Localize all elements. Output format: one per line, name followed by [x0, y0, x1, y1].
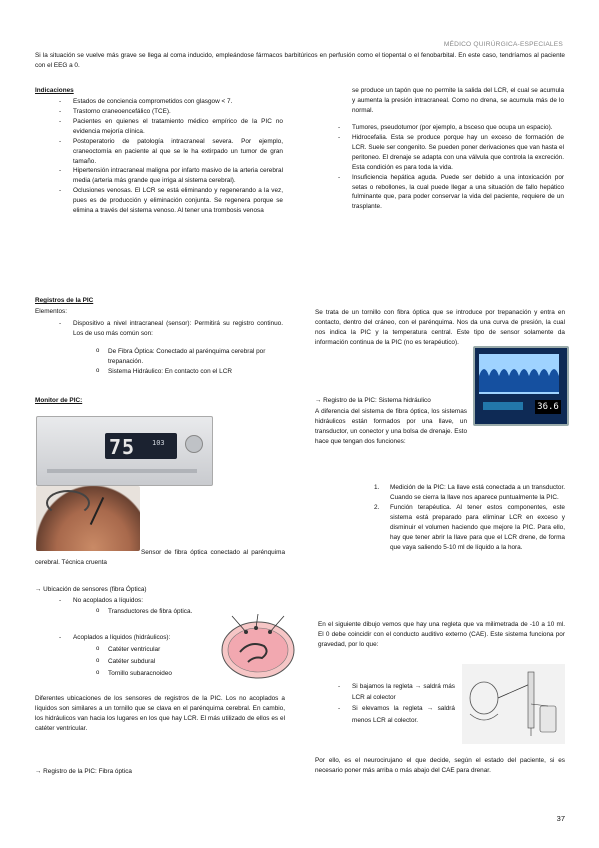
list-item: - Postoperatorio de patología intracraneal severa. Por ejemplo, craneoctomía en paciente al que se le ha extirpado un tumor de gran tamaño. — [59, 137, 283, 165]
tornillo-paragraph: Se trata de un tornillo con fibra óptica que se introduce por trepanación y entra en contacto, dentro del cráneo, con el parénquima. Nos da una curva de presión, la cual nos indica la PIC y la temperatura central. Este tipo de sensor solamente da información continua de la PIC (no es terapéutico). — [315, 309, 565, 346]
list-item: 2. Función terapéutica. Al tener estos componentes, este sistema está preparado para eliminar LCR en exceso y disminuir el volumen haciendo que mejore la PIC. Para ello, hay que tener abrir la llave para que el LCR drene, de forma que vaya saliendo 5-10 ml de líquido a la hora. — [374, 503, 565, 551]
registros-list — [59, 319, 283, 339]
list-item: o Catéter ventricular — [96, 646, 161, 653]
list-item: o De Fibra Óptica: Conectado al parénquima cerebral por trepanación. — [96, 348, 266, 365]
ubicacion-sublist-1 — [96, 607, 228, 617]
fibra-heading: → Registro de la PIC: Fibra óptica — [35, 768, 132, 775]
registros-sublist — [96, 347, 284, 377]
monitor-display-small: 103 — [152, 439, 165, 447]
list-item: - Dispositivo a nivel intracraneal (sensor): Permitirá su registro continuo. Los de uso más común son: — [59, 320, 283, 337]
list-item: - Hidrocefalia. Esta se produce porque hay un exceso de formación de LCR. Suele ser congenito. Se pueden poner derivaciones que van hasta el peritoneo. El drenaje se adapta con una válvula que controla la excreción. Esta condición es para toda la vida. — [338, 133, 564, 171]
monitor-heading: Monitor de PIC: — [35, 397, 83, 404]
pic-curve-monitor — [473, 346, 569, 426]
registros-heading: Registros de la PIC — [35, 297, 94, 304]
list-item: - Oclusiones venosas. El LCR se está eliminando y regenerando a la vez, pues es de producción y eliminación conjunta. Se regenera porque se elimina a través del sistema venoso. Al tener una trombosis venosa — [59, 187, 283, 215]
indicaciones-left-list — [59, 97, 283, 216]
monitor-caption: Sensor de fibra óptica conectado al parénquima cerebral. Técnica cruenta — [35, 549, 285, 566]
ubicacion-list-2 — [59, 633, 223, 643]
list-item: o Transductores de fibra óptica. — [96, 608, 193, 615]
list-item: - Hipertensión intracraneal maligna por infarto masivo de la arteria cerebral media (arteria más grande que irriga al sistema cerebral). — [59, 167, 283, 185]
regleta-paragraph: En el siguiente dibujo vemos que hay una regleta que va milimetrada de -10 a 10 ml. El 0 debe coincidir con el conducto auditivo externo (CAE). Este sistema funciona por gravedad, por lo que: — [318, 621, 565, 648]
page-header: MÉDICO QUIRÚRGICA-ESPECIALES — [443, 41, 563, 48]
elementos-label: Elementos: — [35, 308, 67, 315]
list-item: - Si bajamos la regleta → saldrá más LCR al colector — [338, 683, 455, 702]
indicaciones-right-list — [338, 123, 564, 212]
list-item: o Sistema Hidráulico: En contacto con el LCR — [96, 367, 232, 375]
ubicacion-list-1 — [59, 596, 223, 606]
list-item: - Pacientes en quienes el tratamiento médico empírico de la PIC no evidencia mejoría clínica. — [59, 117, 283, 135]
list-item: - No acoplados a líquidos: — [59, 597, 143, 604]
hidraulico-heading: → Registro de la PIC: Sistema hidráulico — [315, 397, 431, 404]
regleta-list — [338, 681, 455, 726]
ubicacion-sublist-2 — [96, 644, 228, 681]
monitor-display-value: 75 — [109, 435, 136, 459]
drainage-diagram — [462, 664, 565, 744]
brain-sensor-diagram — [218, 612, 298, 682]
hidraulico-paragraph: A diferencia del sistema de fibra óptica, los sistemas hidráulicos están formados por una llave, un transductor, un conector y una bolsa de drenaje. Esto hace que tengan dos funciones: — [315, 408, 467, 445]
list-item: - Tumores, pseudotumor (por ejemplo, a bsceso que ocupa un espacio). — [338, 124, 553, 131]
conclusion-paragraph: Por ello, es el neurocirujano el que decide, según el estado del paciente, si es necesario poner más arriba o más abajo del CAE para drenar. — [315, 757, 565, 774]
list-item: - Insuficiencia hepática aguda. Puede ser debido a una intoxicación por setas o rebollones, la cual puede llegar a una situación de fallo hepático fulminante que, para poder conservar la vida del paciente, requiere de un trasplante. — [338, 173, 564, 211]
screen-temp-value: 36.6 — [535, 400, 561, 414]
list-item: - Trastorno craneoencefálico (TCE). — [59, 107, 171, 115]
diferentes-paragraph: Diferentes ubicaciones de los sensores de registros de la PIC. Los no acoplados a líquidos son similares a un tornillo que se clava en el parénquima cerebral. En cambio, los hidráulicos van hacia los lugares en los que hay LCR. El más utilizado de ellos es el catéter ventricular. — [35, 695, 285, 732]
list-item: 1. Medición de la PIC: La llave está conectada a un transductor. Cuando se cierra la llave nos aparece puntualmente la PIC. — [374, 484, 565, 501]
list-item: - Si elevamos la regleta → saldrá menos LCR al colector. — [338, 705, 455, 724]
intro-paragraph: Si la situación se vuelve más grave se llega al coma inducido, empleándose fármacos barbitúricos en perfusión como el tiopental o el fenobarbital. En este caso, tendríamos al paciente con el EEG a 0. — [35, 52, 565, 69]
pic-monitor-image — [36, 416, 213, 486]
page-number: 37 — [556, 814, 565, 823]
indicaciones-continuation: se produce un tapón que no permite la salida del LCR, el cual se acumula y aumenta la presión intracraneal. Como no drena, se acumula más de lo normal. — [352, 87, 564, 114]
list-item: - Acoplados a líquidos (hidráulicos): — [59, 634, 171, 641]
list-item: - Estados de conciencia comprometidos con glasgow < 7. — [59, 98, 233, 105]
list-item: o Catéter subdural — [96, 658, 156, 666]
brain-sensor-photo — [36, 486, 140, 551]
indicaciones-heading: Indicaciones — [35, 87, 74, 94]
hidraulico-list — [374, 483, 565, 552]
ubicacion-heading: → Ubicación de sensores (fibra Óptica) — [35, 586, 147, 593]
list-item: o Tornillo subaracnoideo — [96, 670, 172, 678]
